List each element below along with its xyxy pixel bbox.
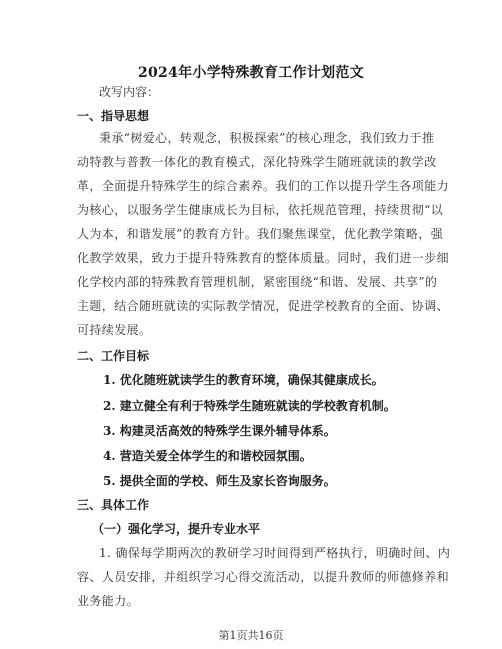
section3-line: 业务能力。 [77,594,140,608]
page-footer: 第1页共16页 [218,629,284,642]
section1-line: 可持续发展。 [77,323,152,337]
goal-item: 5. 提供全面的学校、师生及家长咨询服务。 [103,474,336,488]
section3-subheading: （一）强化学习，提升专业水平 [92,522,261,536]
section3-heading: 三、具体工作 [77,498,150,512]
section3-line: 容、人员安排，并组织学习心得交流活动，以提升教师的师德修养和 [77,570,450,584]
section2-heading: 二、工作目标 [77,349,150,363]
goal-item: 3. 构建灵活高效的特殊学生课外辅导体系。 [103,424,336,438]
section1-line: 动特教与普教一体化的教育模式，深化特殊学生随班就读的教学改 [77,155,437,169]
document-title: 2024年小学特殊教育工作计划范文 [137,65,365,81]
section1-line: 人为本，和谐发展”的教育方针。我们聚焦课堂，优化教学策略，强 [77,227,444,241]
subtitle: 改写内容： [99,85,160,99]
section1-line: 主题，结合随班就读的实际教学情况，促进学校教育的全面、协调、 [77,299,450,313]
section3-line: 1. 确保每学期两次的教研学习时间得到严格执行，明确时间、内 [99,546,451,560]
goal-item: 1. 优化随班就读学生的教育环境，确保其健康成长。 [103,373,384,387]
section1-line: 化学校内部的特殊教育管理机制，紧密围绕“和谐、发展、共享”的 [77,275,438,289]
goal-item: 4. 营造关爱全体学生的和谐校园氛围。 [103,449,312,463]
section1-line: 秉承“树爱心，转观念，积极探索”的核心理念，我们致力于推 [99,131,435,145]
goal-item: 2. 建立健全有利于特殊学生随班就读的学校教育机制。 [103,399,396,413]
section1-line: 革，全面提升特殊学生的综合素养。我们的工作以提升学生各项能力 [77,179,450,193]
section1-line: 化教学效果，致力于提升特殊教育的整体质量。同时，我们进一步细 [77,251,450,265]
section1-line: 为核心，以服务学生健康成长为目标，依托规范管理，持续贯彻“以 [77,203,444,217]
section1-heading: 一、指导思想 [77,109,150,123]
